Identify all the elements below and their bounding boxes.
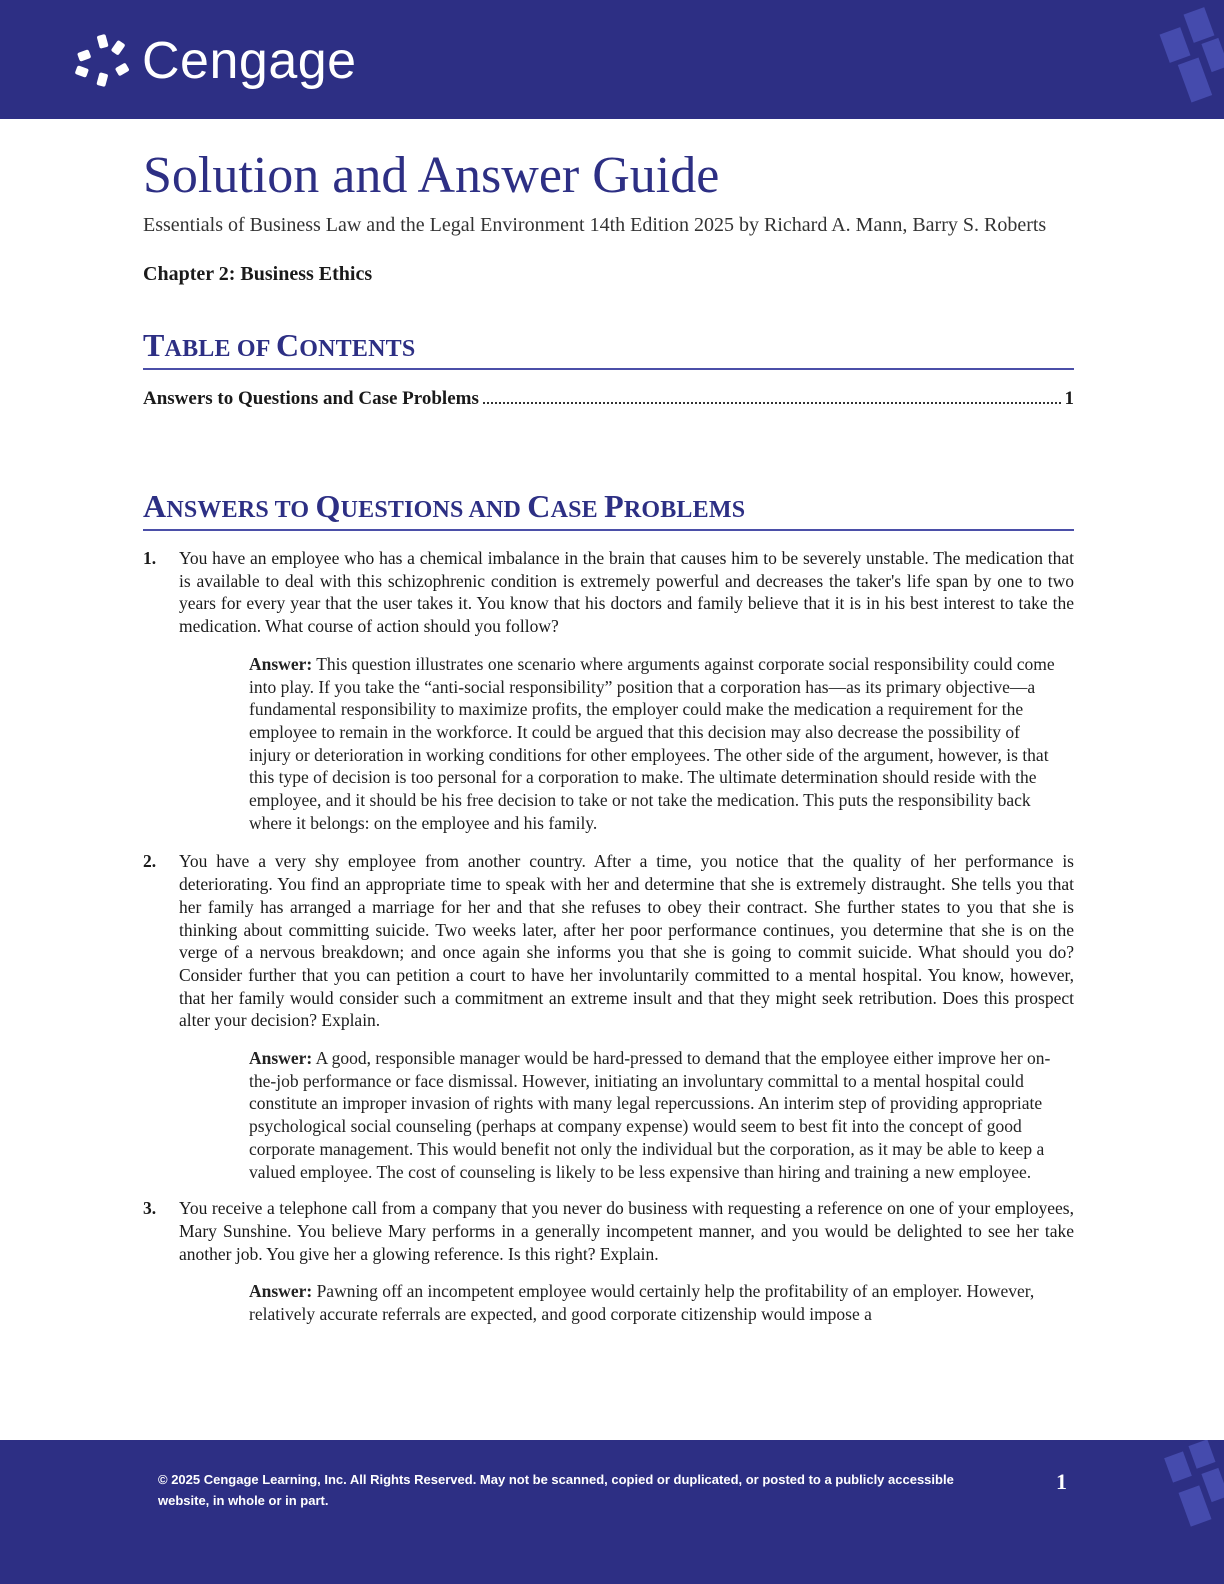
page-number: 1 [1056,1469,1067,1494]
question-number: 1. [143,548,157,568]
answer-label: Answer: [249,1281,313,1302]
question-1 [143,547,1074,638]
cengage-logo-icon [74,33,138,89]
answer-label: Answer: [249,1048,313,1069]
toc-entry-label: Answers to Questions and Case Problems [143,388,479,409]
decorative-pattern-footer [1144,1440,1224,1584]
answer-text: A good, responsible manager would be hard-pressed to demand that the employee either improve her on-the-job performance or face dismissal. However, initiating an involuntary committal to a mental hospital could constitute an improper invasion of rights with many legal repercussions. An interim step of providing appropriate psychological social counseling (perhaps at company expense) would seem to best fit into the concept of good corporate management. This would benefit not only the individual but the corporation, as it may be able to keep a valued employee. The cost of counseling is likely to be less expensive than hiring and training a new employee. [249,1048,1051,1182]
decorative-pattern [1144,0,1224,119]
main-content [143,140,1074,1326]
toc-entry[interactable] [143,388,1074,410]
question-text: You have a very shy employee from another country. After a time, you notice that the quality of her performance is deteriorating. You find an appropriate time to speak with her and determine that she is extremely distraught. She tells you that her family has arranged a marriage for her and that she refuses to obey their contract. She further states to you that she is thinking about committing suicide. Two weeks later, after her poor performance continues, you determine that she is on the verge of a nervous breakdown; and once again she informs you that she is going to commit suicide. What should you do? Consider further that you can petition a court to have her involuntarily committed to a mental hospital. You know, however, that her family would consider such a commitment an extreme insult and that they might seek retribution. Does this prospect alter your decision? Explain. [179,851,1074,1031]
header-band [0,0,1224,119]
answers-section-heading: ANSWERS TO QUESTIONS AND CASE PROBLEMS [143,488,1074,531]
toc-entry-page: 1 [1064,388,1074,409]
logo-text: Cengage [142,32,357,90]
toc-heading: TABLE OF CONTENTS [143,327,1074,370]
question-2 [143,850,1074,1032]
answer-text: Pawning off an incompetent employee would certainly help the profitability of an employer. However, relatively accurate referrals are expected, and good corporate citizenship would impose a [249,1281,1035,1325]
subtitle: Essentials of Business Law and the Legal Environment 14th Edition 2025 by Richard A. Mann, Barry S. Roberts [143,214,1047,236]
footer-copyright: © 2025 Cengage Learning, Inc. All Rights Reserved. May not be scanned, copied or duplicated, or posted to a publicly accessible website, in whole or in part. [158,1472,954,1508]
cengage-logo [74,33,357,89]
question-number: 2. [143,851,157,872]
page-title: Solution and Answer Guide [143,147,720,204]
answer-text: This question illustrates one scenario where arguments against corporate social responsibility could come into play. If you take the “anti-social responsibility” position that a corporation has—as its primary objective—a fundamental responsibility to maximize profits, the employer could make the medication a requirement for the employee to remain in the workforce. It could be argued that this decision may also decrease the possibility of injury or deterioration in working conditions for other employees. The other side of the argument, however, is that this type of decision is too personal for a corporation to make. The ultimate determination should reside with the employee, and it should be his free decision to take or not take the medication. This puts the responsibility back where it belongs: on the employee and his family. [249,653,1055,833]
answer-label: Answer: [249,653,313,674]
toc-leader-dots [483,402,1061,404]
answer-2 [249,1047,1066,1183]
answer-3 [249,1280,1066,1325]
question-text: You receive a telephone call from a company that you never do business with requesting a reference on one of your employees, Mary Sunshine. You believe Mary performs in a generally incompetent manner, and you would be delighted to see her take another job. You give her a glowing reference. Is this right? Explain. [179,1198,1074,1264]
question-text: You have an employee who has a chemical imbalance in the brain that causes him to be severely unstable. The medication that is available to deal with this schizophrenic condition is extremely powerful and decreases the taker's life span by one to two years for every year that the user takes it. You know that his doctors and family believe that it is in his best interest to take the medication. What course of action should you follow? [179,548,1074,637]
footer-band [0,1440,1224,1584]
answer-1 [249,653,1066,835]
question-number: 3. [143,1198,157,1219]
question-3 [143,1197,1074,1265]
chapter-heading: Chapter 2: Business Ethics [143,263,373,285]
